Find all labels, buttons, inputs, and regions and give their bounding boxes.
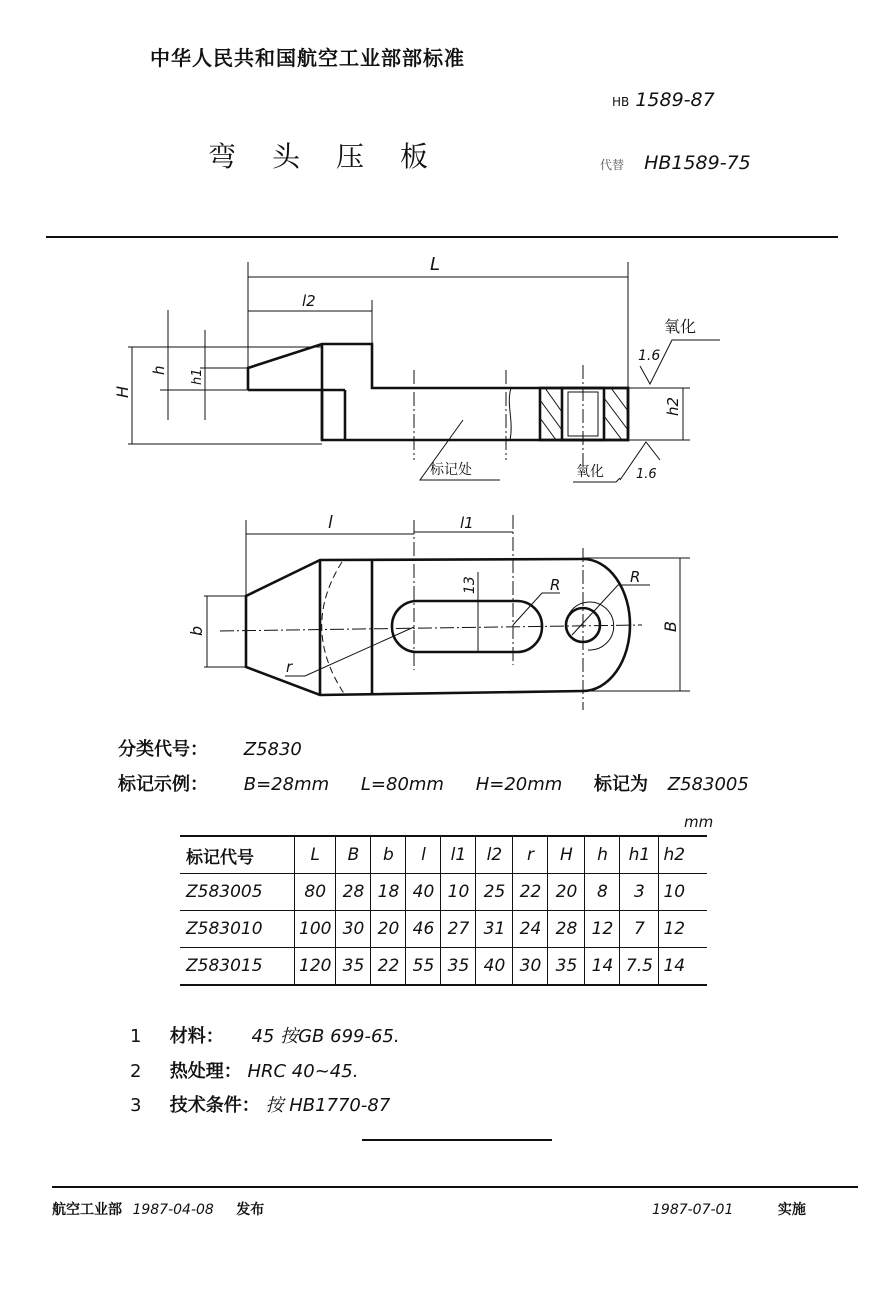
top-view (187, 513, 690, 710)
cell-l1: 27 (441, 911, 476, 948)
note-label: 热处理： (169, 1061, 242, 1082)
note-text: 45 按GB 699-65. (251, 1026, 400, 1047)
note-label: 技术条件： (169, 1095, 260, 1116)
cell-b: 22 (371, 948, 406, 986)
header-H: H (548, 836, 585, 874)
cell-B: 30 (336, 911, 371, 948)
cell-h1: 7.5 (620, 948, 659, 986)
cell-h: 12 (585, 911, 620, 948)
cell-l: 46 (406, 911, 441, 948)
cell-h2: 14 (659, 948, 708, 986)
header-b: b (371, 836, 406, 874)
cell-H: 28 (548, 911, 585, 948)
dim-h2-label: h2 (664, 396, 682, 416)
cell-mark-code: Z583005 (186, 882, 263, 902)
cell-l2: 25 (476, 874, 513, 911)
cell-l: 40 (406, 874, 441, 911)
cell-l2: 40 (476, 948, 513, 986)
cell-b: 18 (371, 874, 406, 911)
roughness-bottom: 1.6 (636, 467, 657, 482)
dim-H-label: H (113, 385, 132, 398)
footer-issue (52, 1199, 264, 1219)
dim-l1-label: l1 (460, 514, 474, 532)
standard-code: 1589-87 (635, 89, 715, 111)
table-row (180, 948, 707, 986)
dim-B-label: B (661, 621, 680, 632)
table-unit: mm (684, 813, 714, 831)
hatching (540, 388, 628, 440)
standard-prefix: HB (612, 95, 630, 109)
effective-date: 1987-07-01 (652, 1202, 734, 1218)
example-H: H=20mm (475, 774, 563, 795)
header-l2: l2 (476, 836, 513, 874)
dim-l-label: l (328, 513, 333, 533)
classification-line (118, 735, 302, 761)
dim-h1-label: h1 (190, 368, 205, 385)
example-mark-label: 标记为 (594, 774, 649, 795)
note-material (130, 1022, 400, 1048)
note-number: 2 (130, 1061, 142, 1082)
marking-location-label: 标记处 (430, 462, 472, 478)
header-l: l (406, 836, 441, 874)
roughness-top: 1.6 (638, 348, 661, 364)
dim-h-label: h (150, 365, 168, 375)
cell-h1: 3 (620, 874, 659, 911)
surface-treatment-top: 氧化 (664, 317, 697, 336)
cell-l1: 35 (441, 948, 476, 986)
header-mark-code: 标记代号 (186, 847, 254, 868)
cell-H: 35 (548, 948, 585, 986)
cell-l1: 10 (441, 874, 476, 911)
cell-h: 14 (585, 948, 620, 986)
note-text: 按 HB1770-87 (265, 1095, 391, 1116)
dimension-table (180, 835, 707, 986)
dim-slot-width-label: 13 (462, 576, 478, 594)
cell-L: 120 (295, 948, 336, 986)
replaces-label: 代替 (600, 158, 625, 172)
hole-radius-label: R (630, 568, 641, 586)
cell-mark-code: Z583010 (186, 919, 263, 939)
table-header-row (180, 836, 707, 874)
cell-r: 30 (513, 948, 548, 986)
issue-date: 1987-04-08 (132, 1202, 214, 1218)
surface-treatment-bottom: 氧化 (576, 464, 604, 480)
cell-r: 24 (513, 911, 548, 948)
cell-B: 28 (336, 874, 371, 911)
note-label: 材料： (169, 1026, 224, 1047)
example-L: L=80mm (360, 774, 444, 795)
table-row (180, 911, 707, 948)
dim-L-label: L (430, 254, 441, 275)
header-h: h (585, 836, 620, 874)
cell-h2: 12 (659, 911, 708, 948)
cell-h2: 10 (659, 874, 708, 911)
issue-label: 发布 (236, 1202, 265, 1218)
cell-l: 55 (406, 948, 441, 986)
top-view-outline (246, 559, 630, 695)
note-number: 1 (130, 1026, 142, 1047)
issuing-organization: 中华人民共和国航空工业部部标准 (150, 46, 465, 70)
classification-code: Z5830 (243, 739, 302, 760)
dim-b-label: b (187, 625, 206, 636)
cell-h: 8 (585, 874, 620, 911)
header-l1: l1 (441, 836, 476, 874)
dim-r-label: r (286, 658, 293, 676)
issuer: 航空工业部 (52, 1202, 122, 1218)
cell-b: 20 (371, 911, 406, 948)
cell-h1: 7 (620, 911, 659, 948)
header-r: r (513, 836, 548, 874)
classification-label: 分类代号： (118, 739, 208, 760)
slot-radius-label: R (550, 576, 561, 594)
document-title: 弯头压板 (208, 140, 465, 173)
example-B: B=28mm (243, 774, 330, 795)
cell-L: 100 (295, 911, 336, 948)
note-technical-conditions (130, 1091, 390, 1117)
header-h1: h1 (620, 836, 659, 874)
cell-mark-code: Z583015 (186, 956, 263, 976)
note-text: HRC 40~45. (247, 1061, 359, 1082)
example-label: 标记示例： (118, 774, 208, 795)
footer-divider (52, 1186, 858, 1188)
effective-label: 实施 (777, 1202, 806, 1218)
replaces-code: HB1589-75 (644, 152, 751, 174)
cell-L: 80 (295, 874, 336, 911)
header-B: B (336, 836, 371, 874)
note-heat-treatment (130, 1057, 358, 1083)
dim-l2-label: l2 (302, 292, 316, 310)
cell-l2: 31 (476, 911, 513, 948)
cell-H: 20 (548, 874, 585, 911)
example-mark-code: Z583005 (667, 774, 749, 795)
header-L: L (295, 836, 336, 874)
table-row (180, 874, 707, 911)
cell-r: 22 (513, 874, 548, 911)
note-number: 3 (130, 1095, 142, 1116)
footer-effective (652, 1199, 806, 1219)
cell-B: 35 (336, 948, 371, 986)
header-h2: h2 (659, 836, 708, 874)
end-rule (362, 1139, 552, 1141)
side-view (113, 254, 720, 482)
marking-example-line (118, 770, 749, 796)
